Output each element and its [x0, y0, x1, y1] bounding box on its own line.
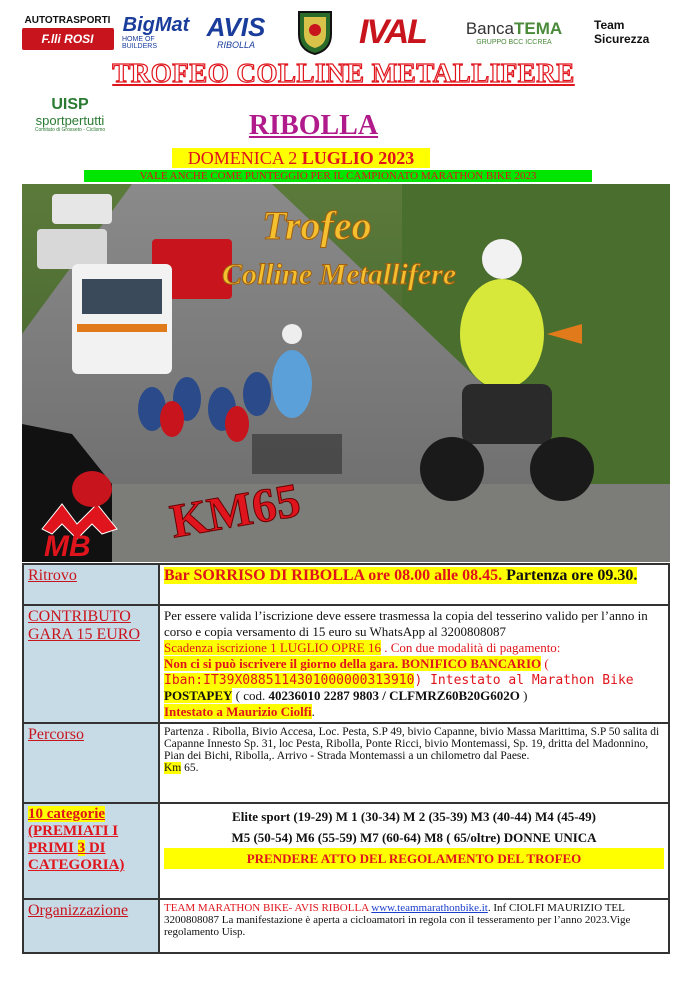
championship-note: VALE ANCHE COME PUNTEGGIO PER IL CAMPIONATO MARATHON BIKE 2023 — [84, 170, 592, 182]
uisp-tag: sportpertutti — [35, 113, 105, 128]
logo-banca-tema — [455, 8, 573, 56]
event-title: TROFEO COLLINE METALLIFERE — [112, 58, 575, 88]
table-row-organizzazione — [23, 899, 669, 953]
table-row-ritrovo — [23, 564, 669, 605]
paren-open: ( — [541, 656, 549, 671]
municipal-crest-icon — [293, 8, 337, 56]
value-percorso — [159, 723, 669, 803]
premiati-text: (PREMIATI I PRIMI — [28, 823, 119, 856]
table-row-contributo — [23, 605, 669, 723]
intestato-text: ) Intestato al Marathon Bike — [414, 673, 634, 688]
dot: . — [311, 704, 315, 719]
date-bold: LUGLIO 2023 — [301, 148, 415, 168]
bigmat-text: BigMat — [122, 14, 190, 36]
logo-fratelli-rosi — [20, 8, 115, 56]
pagamento-text: . Con due modalità di pagamento: — [380, 640, 561, 655]
label-ritrovo: Ritrovo — [23, 564, 159, 605]
race-photo — [22, 184, 670, 562]
label-organizzazione: Organizzazione — [23, 899, 159, 953]
cod-suffix: ) — [519, 688, 528, 703]
ritrovo-place: Bar SORRISO DI RIBOLLA ore 08.00 alle 08.45. — [164, 567, 503, 584]
team-sicurezza-text: Team Sicurezza — [594, 18, 650, 46]
event-location: RIBOLLA — [248, 110, 379, 141]
uisp-name: UISP — [51, 96, 89, 113]
table-row-percorso — [23, 723, 669, 803]
info-table — [22, 563, 670, 954]
bigmat-tagline: HOME OF BUILDERS — [122, 36, 158, 50]
percorso-km: Km — [164, 762, 182, 774]
mb-logo-text: MB — [44, 530, 91, 562]
org-website-link[interactable]: www.teammarathonbike.it — [371, 902, 488, 914]
avis-text: AVIS — [206, 12, 266, 42]
banca-word: Banca — [465, 18, 515, 38]
value-contributo — [159, 605, 669, 723]
logo-bigmat — [122, 8, 190, 56]
percorso-end: 65. — [181, 762, 199, 774]
uisp-sub: Comitato di Grosseto - Ciclismo — [34, 127, 106, 133]
cod-prefix: ( cod. — [232, 688, 269, 703]
date-prefix: DOMENICA 2 — [187, 148, 302, 168]
photo-km: KM65 — [166, 473, 305, 549]
regolamento-text: PRENDERE ATTO DEL REGOLAMENTO DEL TROFEO — [164, 848, 664, 869]
value-organizzazione — [159, 899, 669, 953]
photo-caption-trofeo: Trofeo — [262, 203, 372, 248]
value-categorie — [159, 803, 669, 899]
tema-word: TEMA — [514, 18, 563, 38]
avis-subtitle: RIBOLLA — [216, 40, 256, 50]
scadenza-text: Scadenza iscrizione 1 LUGLIO OPRE 16 — [164, 640, 381, 655]
rosi-truck-icon — [22, 28, 114, 50]
premiati-suffix: DI CATEGORIA) — [28, 840, 125, 873]
logo-avis — [197, 8, 275, 56]
logo-ival — [345, 8, 440, 56]
contributo-text: Per essere valida l’iscrizione deve essere trasmessa la copia del tesserino valido per l’anno in corso e copia versamento di 15 euro su WhatsApp al 3200808087 — [164, 608, 648, 639]
org-info-text: . Inf CIOLFI MAURIZIO TEL 3200808087 La manifestazione è aperta a cicloamatori in regola con il tesseramento per l’anno 2023.Vige regolamento Uisp. — [164, 902, 631, 938]
cod-value: 40236010 2287 9803 / CLFMRZ60B20G602O — [268, 688, 520, 703]
photo-caption-colline: Colline Metallifere — [222, 258, 457, 291]
postapey-text: POSTAPEY — [164, 688, 233, 703]
ritrovo-start: Partenza ore 09.30. — [502, 567, 638, 584]
categories-line-2: M5 (50-54) M6 (55-59) M7 (60-64) M8 ( 65/oltre) DONNE UNICA — [231, 830, 597, 845]
logo-team-sicurezza — [594, 8, 672, 56]
label-categorie — [23, 803, 159, 899]
org-team-text: TEAM MARATHON BIKE- AVIS RIBOLLA — [164, 902, 372, 914]
value-ritrovo — [159, 564, 669, 605]
categorie-count: 10 categorie — [28, 806, 106, 822]
banca-subtitle: GRUPPO BCC ICCREA — [476, 38, 552, 46]
label-percorso: Percorso — [23, 723, 159, 803]
categories-line-1: Elite sport (19-29) M 1 (30-34) M 2 (35-39) M3 (40-44) M4 (45-49) — [232, 809, 596, 824]
banca-tema-text — [466, 19, 562, 39]
intestato-ciolfi: Intestato a Maurizio Ciolfi — [164, 704, 312, 719]
iban-text: Iban:IT39X0885114301000000313910 — [164, 673, 415, 688]
table-row-categorie — [23, 803, 669, 899]
autotrasporti-text: AUTOTRASPORTI — [24, 14, 111, 26]
rosi-text: F.lli ROSI — [41, 31, 94, 46]
event-date — [172, 148, 430, 168]
label-contributo: CONTRIBUTO GARA 15 EURO — [23, 605, 159, 723]
premiati-number: 3 — [77, 840, 86, 856]
ival-text: IVAL — [359, 12, 426, 51]
no-same-day-text: Non ci si può iscrivere il giorno della gara. BONIFICO BANCARIO — [164, 656, 542, 671]
percorso-text: Partenza . Ribolla, Bivio Accesa, Loc. Pesta, S.P 49, bivio Capanne, bivio Massa Marittima, S.P 50 salita di Capanne Innesto Sp. 31, loc Pesta, Ribolla, Ponte Ricci, bivio Montemassi, Sp. 19, dritta del Madonnino, Pian dei Bichi, Ribolla,. Arrivo - Strada Montemassi a un chilometro dal Paese. — [164, 726, 660, 762]
